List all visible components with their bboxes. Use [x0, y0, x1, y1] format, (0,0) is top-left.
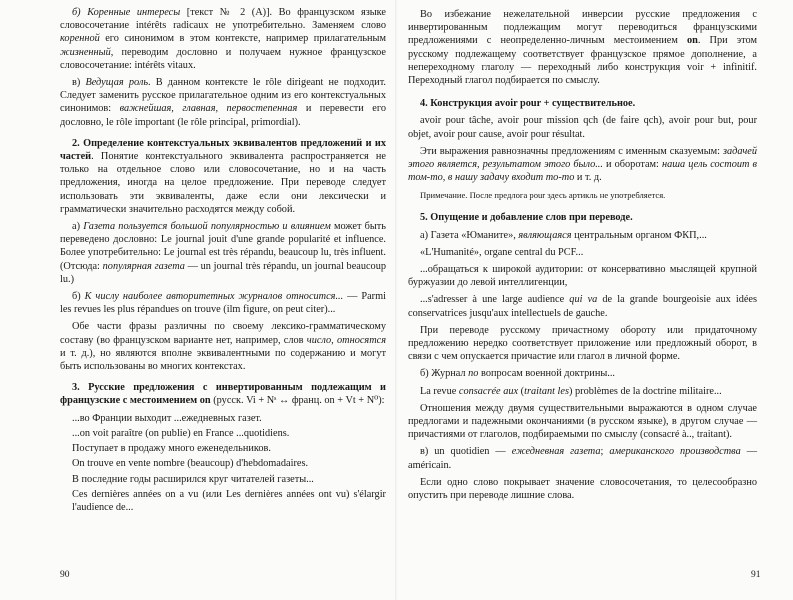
- italic-run: наша цель состоит в том-то, в нашу задачу входит то-то: [408, 159, 757, 184]
- text-run: . При этом русскому подлежащему соответствует французское прямое дополнение, а непереходному глаголу — переходный либо конструкция voir + infinitif. Переходный глагол подбирается по смыслу.: [408, 35, 758, 87]
- text-run: может быть переведено дословно: Le journal jouit d'une grande popularité et influence. Более употребительно: Le journal est très répandu, beaucoup lu, très influent. (Отсюда:: [60, 221, 386, 272]
- text-run: — américain.: [408, 446, 758, 471]
- example-list: [60, 412, 386, 514]
- italic-run: важнейшая, главная, первостепенная: [119, 103, 298, 115]
- italic-run: число, относятся: [306, 334, 386, 346]
- italic-run: К числу наиболее авторитетных журналов относится...: [84, 291, 344, 303]
- paragraph: Отношения между двумя существительными выражаются в одном случае предлогами и падежными окончаниями (в русском языке), в другом случае — причастиями от глаголов, подбираемыми по смыслу (consacré à.., traitant).: [408, 402, 757, 441]
- text-run: ...s'adresser à une large audience: [420, 294, 570, 306]
- italic-run: Газета пользуется большой популярностью и влиянием: [83, 221, 331, 233]
- text-run: Во избежание нежелательной инверсии русские предложения с инвертированным подлежащим могут переводиться французскими предложениями с неопределенно-личным местоимением: [408, 9, 757, 47]
- bold-run: 2. Определение контекстуальных эквивалентов предложений и их частей: [60, 137, 386, 163]
- text-run: Эти выражения равнозначны предложениям с именным сказуемым:: [420, 145, 723, 157]
- text-run: . Понятие контекстуального эквивалента распространяется не только на отдельное слово или словосочетание, но и на часть предложения, иногда на целое предложение. При переводе следует использовать эти эквиваленты, даже если они лексически и грамматически значительно расходятся между собой.: [60, 151, 386, 215]
- text-run: , переводим дословно и получаем нужное французское словосочетание: intérêts vitaux.: [60, 46, 386, 71]
- italic-run: ежедневная газета: [511, 446, 601, 458]
- italic-run: являющаяся: [518, 229, 572, 241]
- paragraph: Если одно слово покрывает значение словосочетания, то целесообразно опустить при переводе лишние слова.: [408, 476, 757, 502]
- text-run: в) un quotidien —: [420, 446, 512, 458]
- italic-run: коренной: [60, 33, 100, 45]
- paragraph: [408, 145, 757, 185]
- text-run: ) problèmes de la doctrine militaire...: [569, 385, 722, 397]
- example-line: On trouve en vente nombre (beaucoup) d'hebdomadaires.: [72, 458, 309, 470]
- text-run: ;: [600, 446, 610, 458]
- page-number-left: 90: [60, 570, 70, 580]
- italic-run: Ведущая роль: [85, 77, 149, 89]
- text-run: и оборотам:: [602, 159, 662, 171]
- italic-run: б): [72, 7, 88, 18]
- paragraph: [408, 293, 757, 319]
- page-number-right: 91: [751, 570, 761, 580]
- text-run: (: [518, 385, 525, 397]
- italic-run: американского производства: [609, 446, 741, 458]
- italic-run: qui va: [569, 294, 598, 306]
- text-run: центральным органом ФКП,...: [571, 229, 707, 241]
- italic-run: популярная газета: [102, 260, 185, 272]
- text-run: б): [72, 291, 85, 303]
- paragraph: [60, 6, 386, 72]
- text-run: б) Журнал: [420, 368, 469, 380]
- example-line: ...во Франции выходит ...ежедневных газет.: [72, 412, 262, 424]
- paragraph: [60, 290, 386, 316]
- text-run: и т. д.), но являются вполне эквивалентными по содержанию и могут быть использованы во многих контекстах.: [60, 347, 386, 373]
- italic-run: Коренные интересы: [87, 7, 181, 18]
- italic-run: жизненный: [60, 46, 111, 58]
- example-line: Ces dernières années on a vu (или Les dernières années ont vu) s'élargir l'audience de...: [72, 488, 386, 513]
- example-line: В последние годы расширился круг читателей газеты...: [72, 473, 314, 485]
- italic-run: задачей этого является, результатом этого было...: [408, 145, 757, 171]
- paragraph: [408, 229, 757, 242]
- text-run: (русск. Vi + Nˢ ↔ франц. on + Vt + N⁰):: [210, 395, 385, 407]
- text-run: а) Газета «Юманите»,: [420, 229, 519, 241]
- bold-run: 3. Русские предложения с инвертированным подлежащим и французские с местоимением on: [60, 382, 386, 407]
- section-5-heading: 5. Опущение и добавление слов при переводе.: [420, 212, 633, 224]
- text-run: вопросам военной доктрины...: [478, 368, 615, 380]
- section-3-heading: [60, 381, 386, 407]
- section-4-heading: 4. Конструкция avoir pour + существительное.: [420, 98, 636, 110]
- text-run: — Parmi les revues les plus répandues on trouve (ilm figure, on peut citer)...: [60, 291, 386, 316]
- right-page: [396, 0, 793, 600]
- paragraph: [60, 76, 386, 129]
- text-run: и перевести его дословно, le rôle important (le rôle principal, primordial).: [60, 103, 386, 128]
- text-run: — un journal très répandu, un journal beaucoup lu.): [60, 260, 387, 285]
- text-run: de la grande bourgeoisie aux idées conservatrices jusqu'aux intellectuels de gauche.: [408, 294, 758, 319]
- section-2-paragraph: [60, 137, 386, 216]
- paragraph: [408, 367, 757, 380]
- text-run: в): [72, 77, 86, 89]
- paragraph: «L'Humanité», organe central du PCF...: [420, 246, 584, 258]
- bold-run: on: [687, 35, 698, 47]
- paragraph: avoir pour tâche, avoir pour mission qch (de faire qch), avoir pour but, pour objet, avoir pour cause, avoir pour résultat.: [408, 115, 757, 140]
- text-run: а): [72, 221, 84, 233]
- text-run: Обе части фразы различны по своему лексико-грамматическому составу (во французском варианте нет, например, слов: [60, 321, 386, 346]
- paragraph: [408, 445, 757, 471]
- text-run: . В данном контексте le rôle dirigeant не подходит. Следует заменить русское прилагательное одним из его контекстуальных синонимов:: [60, 77, 386, 115]
- paragraph: При переводе русскому причастному обороту или придаточному предложению нередко соответствует приложение или предложный оборот, в связи с чем опускается причастие или глагол в личной форме.: [408, 324, 757, 363]
- paragraph: ...обращаться к широкой аудитории: от консервативно мыслящей крупной буржуазии до левой интеллигенции,: [408, 264, 757, 289]
- footnote: Примечание. После предлога pour здесь артикль не употребляется.: [420, 190, 666, 201]
- example-line: Поступает в продажу много еженедельников.: [72, 443, 271, 455]
- paragraph: [408, 8, 757, 87]
- paragraph: [408, 385, 757, 398]
- text-run: и т. д.: [574, 172, 602, 184]
- text-run: [текст № 2 (А)]. Во французском языке словосочетание intérêts radicaux не употребительно. Заменяем слово: [60, 7, 387, 32]
- italic-run: по: [468, 368, 479, 380]
- paragraph: [60, 320, 386, 373]
- italic-run: traitant les: [524, 385, 569, 397]
- italic-run: consacrée aux: [458, 385, 519, 397]
- example-line: ...on voit paraître (on publie) en France ...quotidiens.: [72, 427, 290, 439]
- left-page: [0, 0, 396, 600]
- paragraph: [60, 220, 386, 286]
- text-run: его синонимом в этом контексте, например прилагательным: [99, 33, 386, 45]
- text-run: La revue: [420, 385, 459, 397]
